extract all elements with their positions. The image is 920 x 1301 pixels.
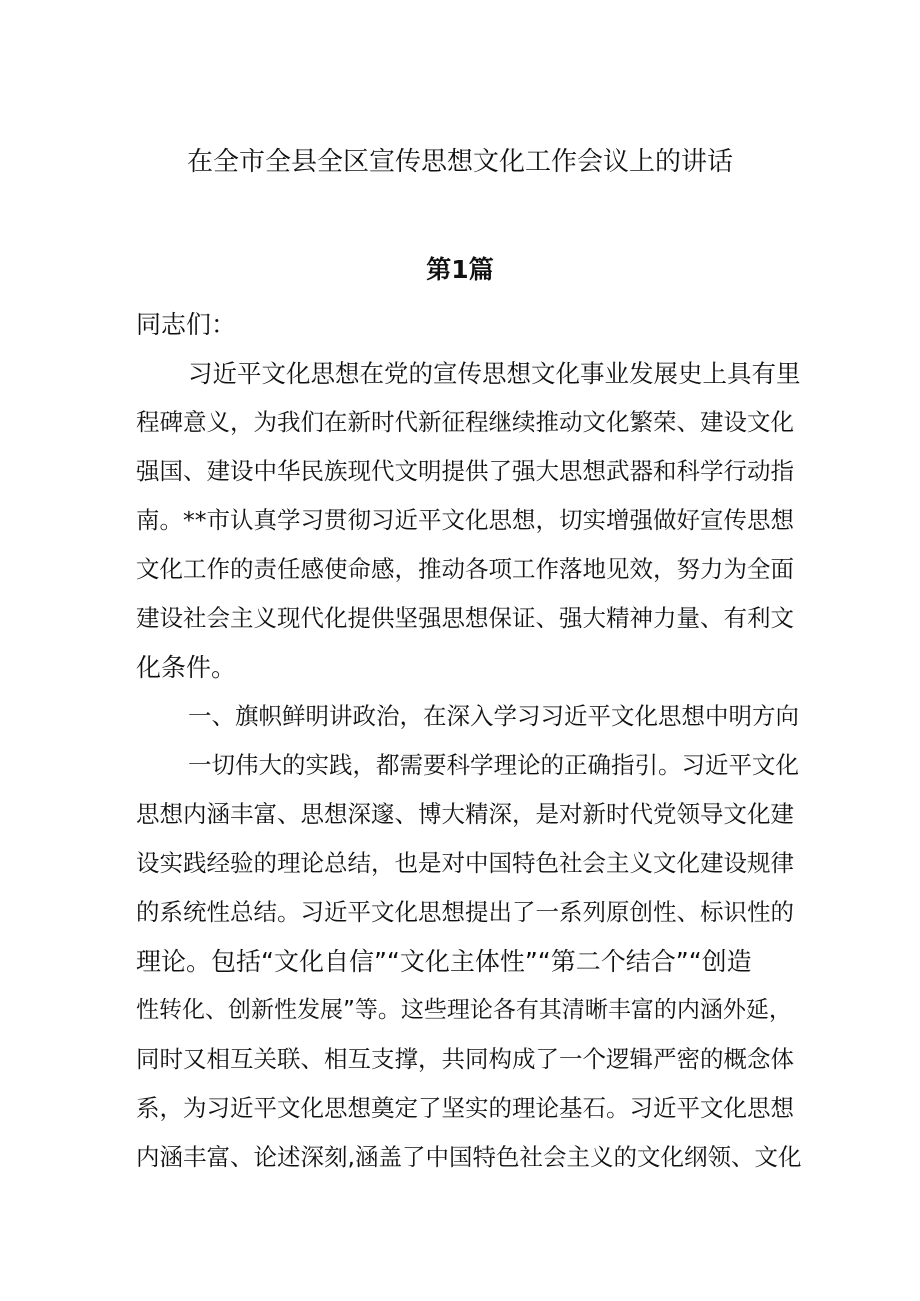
text-line: 内涵丰富、论述深刻,涵盖了中国特色社会主义的文化纲领、文化 [136, 1143, 802, 1171]
text-line: 理论。包括“文化自信”“文化主体性”“第二个结合”“创造 [136, 947, 752, 976]
text-line: 强国、建设中华民族现代文明提供了强大思想武器和科学行动指 [136, 457, 794, 485]
text-line: 性转化、创新性发展”等。这些理论各有其清晰丰富的内涵外延， [136, 997, 792, 1023]
text-line: 思想内涵丰富、思想深邃、博大精深，是对新时代党领导文化建 [136, 800, 794, 828]
text-line: 文化工作的责任感使命感，推动各项工作落地见效，努力为全面 [136, 555, 794, 583]
text-line: 同时又相互关联、相互支撑，共同构成了一个逻辑严密的概念体 [136, 1045, 794, 1073]
text-line: 建设社会主义现代化提供坚强思想保证、强大精神力量、有利文 [136, 604, 794, 632]
document-body [136, 300, 804, 1182]
text-line: 习近平文化思想在党的宣传思想文化事业发展史上具有里 [188, 359, 801, 388]
text-line: 同志们： [136, 310, 237, 339]
section-heading: 一、旗帜鲜明讲政治，在深入学习习近平文化思想中明方向 [188, 702, 799, 730]
text-line: 南。**市认真学习贯彻习近平文化思想，切实增强做好宣传思想 [136, 506, 794, 534]
text-line: 一切伟大的实践，都需要科学理论的正确指引。习近平文化 [188, 751, 799, 779]
text-line: 化条件。 [136, 653, 237, 682]
chapter-heading: 第1篇 [426, 255, 494, 284]
text-line: 的系统性总结。习近平文化思想提出了一系列原创性、标识性的 [136, 898, 794, 926]
text-line: 程碑意义，为我们在新时代新征程继续推动文化繁荣、建设文化 [136, 408, 794, 436]
text-line: 系，为习近平文化思想奠定了坚实的理论基石。习近平文化思想 [136, 1094, 794, 1122]
text-line: 设实践经验的理论总结，也是对中国特色社会主义文化建设规律 [136, 849, 794, 877]
document-title: 在全市全县全区宣传思想文化工作会议上的讲话 [186, 147, 733, 177]
